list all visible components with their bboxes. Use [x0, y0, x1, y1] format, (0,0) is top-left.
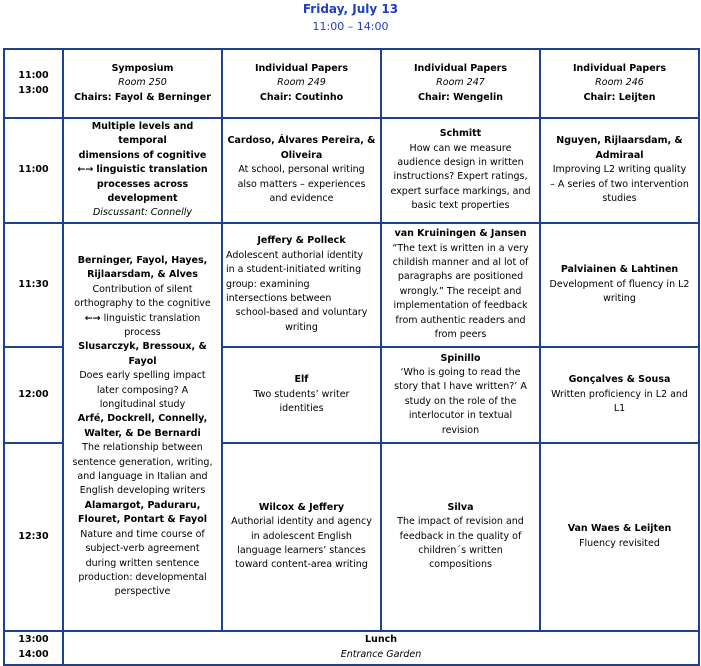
- chairs: Chair: Leijten: [583, 91, 656, 103]
- slot-row-1130: [4, 223, 699, 347]
- lunch-row: [4, 631, 699, 665]
- schedule-table: [3, 48, 700, 666]
- paper-cell: Elf Two students’ writer identities: [222, 347, 381, 443]
- room-name: Room 249: [277, 77, 326, 89]
- time-cell-1200: 12:00: [4, 347, 63, 443]
- time-cell-1130: 11:30: [4, 223, 63, 347]
- column-header-room-249: [222, 49, 381, 118]
- paper-cell: Nguyen, Rijlaarsdam, & Admiraal Improving L2 writing quality – A series of two intervention studies: [540, 118, 699, 223]
- lunch-label: Lunch: [365, 634, 397, 646]
- paper-cell: Wilcox & Jeffery Authorial identity and agency in adolescent English language learners’ stances toward content-area writing: [222, 443, 381, 631]
- slot-row-1100: [4, 118, 699, 223]
- symposium-papers-cell: Berninger, Fayol, Hayes, Rijlaarsdam, & Alves Contribution of silent orthography to the cognitive ←→ linguistic translation process Slusarczyk, Bressoux, & Fayol Does early spelling impact later composing? A longitudinal study Arfé, Dockrell, Connelly, Walter, & De Bernardi The relationship between sentence generation, writing, and language in Italian and English developing writers Alamargot, Paduraru, Flouret, Pontart & Fayol Nature and time course of subject-verb agreement during written sentence production: developmental perspective: [63, 223, 222, 631]
- room-name: Room 250: [118, 77, 167, 89]
- time-cell-header: 11:00 13:00: [4, 49, 63, 118]
- session-type: Individual Papers: [413, 62, 508, 74]
- header-row: [4, 49, 699, 118]
- paper-cell: Silva The impact of revision and feedback in the quality of children´s written compositions: [381, 443, 540, 631]
- paper-cell: Van Waes & Leijten Fluency revisited: [540, 443, 699, 631]
- session-type: Individual Papers: [572, 62, 667, 74]
- paper-cell: Gonçalves & Sousa Written proficiency in L2 and L1: [540, 347, 699, 443]
- chairs: Chairs: Fayol & Berninger: [74, 91, 211, 103]
- column-header-room-246: [540, 49, 699, 118]
- chairs: Chair: Wengelin: [417, 91, 504, 103]
- paper-cell: Cardoso, Álvares Pereira, & Oliveira At school, personal writing also matters – experiences and evidence: [222, 118, 381, 223]
- paper-cell: van Kruiningen & Jansen “The text is written in a very childish manner and al lot of paragraphs are positioned wrongly.” The receipt and implementation of feedback from authentic readers and from peers: [381, 223, 540, 347]
- double-arrow-icon: ←→: [77, 164, 94, 176]
- lunch-location: Entrance Garden: [340, 648, 422, 660]
- schedule-time-range: 11:00 – 14:00: [312, 20, 389, 33]
- session-type: Symposium: [111, 62, 174, 74]
- lunch-cell: [63, 631, 699, 665]
- paper-cell: Spinillo ‘Who is going to read the story that I have written?’ A study on the role of the interlocutor in textual revision: [381, 347, 540, 443]
- room-name: Room 247: [436, 77, 485, 89]
- room-name: Room 246: [595, 77, 644, 89]
- paper-cell: Palviainen & Lahtinen Development of fluency in L2 writing: [540, 223, 699, 347]
- column-header-room-247: [381, 49, 540, 118]
- session-type: Individual Papers: [254, 62, 349, 74]
- schedule-day-title: Friday, July 13: [302, 2, 399, 16]
- chairs: Chair: Coutinho: [259, 91, 344, 103]
- paper-cell: Schmitt How can we measure audience design in written instructions? Expert ratings, expert surface markings, and basic text properties: [381, 118, 540, 223]
- time-cell-1100: 11:00: [4, 118, 63, 223]
- symposium-intro-cell: Multiple levels and temporal dimensions of cognitive ←→ linguistic translation processes across development Discussant: Connelly: [63, 118, 222, 223]
- column-header-room-250: [63, 49, 222, 118]
- time-cell-lunch: 13:00 14:00: [4, 631, 63, 665]
- time-cell-1230: 12:30: [4, 443, 63, 631]
- double-arrow-icon: ←→: [84, 312, 101, 324]
- discussant: Discussant: Connelly: [92, 207, 193, 219]
- paper-cell: Jeffery & Polleck Adolescent authorial identity in a student-initiated writing group: examining intersections between school-based and voluntary writing: [222, 223, 381, 347]
